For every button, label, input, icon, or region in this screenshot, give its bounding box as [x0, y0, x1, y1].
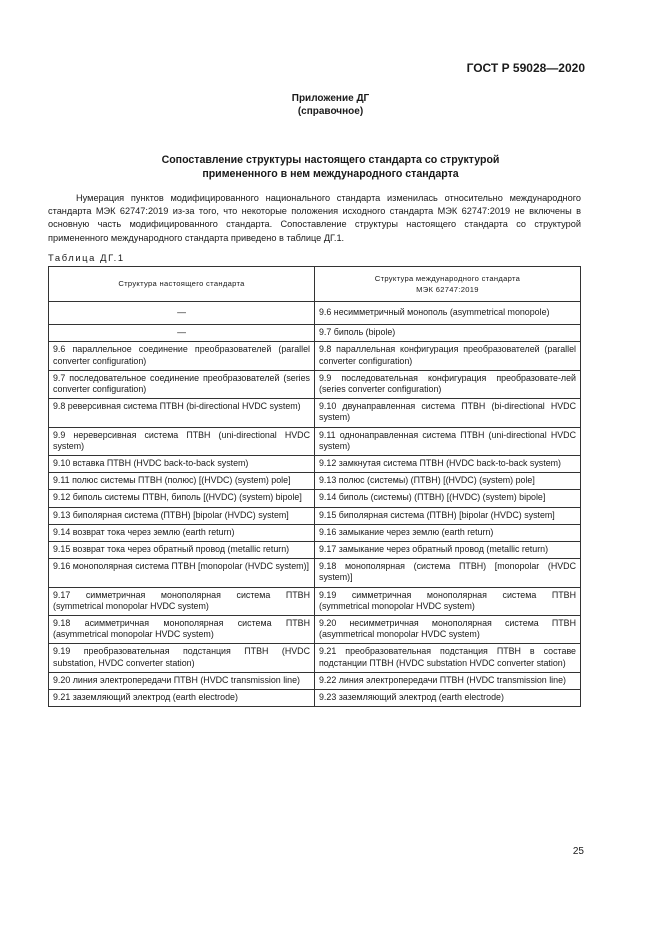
- table-row: [49, 342, 581, 370]
- national-clause-cell: 9.16 монополярная система ПТВН [monopolar (HVDC system)]: [49, 559, 315, 587]
- standard-designation: ГОСТ Р 59028—2020: [466, 61, 585, 75]
- national-clause-cell: 9.8 реверсивная система ПТВН (bi-directional HVDC system): [49, 399, 315, 427]
- table-row: [49, 616, 581, 644]
- international-clause-cell: 9.23 заземляющий электрод (earth electrode): [315, 690, 581, 707]
- table-row: [49, 672, 581, 689]
- comparison-table: [48, 266, 581, 707]
- intro-paragraph: Нумерация пунктов модифицированного национального стандарта изменилась относительно международного стандарта МЭК 62747:2019 из-за того, что некоторые положения исходного стандарта МЭК 62747:2019 не включены в основную часть модифицированного стандарта. Сопоставление структуры настоящего стандарта со структурой примененного международного стандарта приведено в таблице ДГ.1.: [48, 193, 581, 243]
- table-caption: Таблица ДГ.1: [48, 252, 125, 263]
- annex-status: (справочное): [297, 106, 364, 117]
- international-clause-cell: 9.16 замыкание через землю (earth return): [315, 524, 581, 541]
- national-clause-cell: 9.18 асимметричная монополярная система ПТВН (asymmetrical monopolar HVDC system): [49, 616, 315, 644]
- section-title-line-1: Сопоставление структуры настоящего стандарта со структурой: [161, 154, 500, 166]
- national-clause-cell: 9.17 симметричная монополярная система ПТВН (symmetrical monopolar HVDC system): [49, 587, 315, 615]
- page-number: 25: [572, 846, 584, 857]
- table-header-row: [49, 267, 581, 302]
- national-clause-cell: —: [49, 325, 315, 342]
- international-clause-cell: 9.9 последовательная конфигурация преобразовате-лей (series converter configuration): [315, 370, 581, 398]
- table-row: [49, 325, 581, 342]
- table-row: [49, 399, 581, 427]
- international-clause-cell: 9.22 линия электропередачи ПТВН (HVDC transmission line): [315, 672, 581, 689]
- international-clause-cell: 9.12 замкнутая система ПТВН (HVDC back-to-back system): [315, 456, 581, 473]
- header-international-line-2: МЭК 62747:2019: [416, 285, 479, 294]
- international-clause-cell: 9.19 симметричная монополярная система ПТВН (symmetrical monopolar HVDC system): [315, 587, 581, 615]
- table-row: [49, 370, 581, 398]
- annex-title: Приложение ДГ: [291, 93, 370, 104]
- table-row: [49, 473, 581, 490]
- international-clause-cell: 9.13 полюс (системы) (ПТВН) [(HVDC) (system) pole]: [315, 473, 581, 490]
- international-clause-cell: 9.11 однонаправленная система ПТВН (uni-directional HVDC system): [315, 427, 581, 455]
- international-clause-cell: 9.15 биполярная система (ПТВН) [bipolar (HVDC) system]: [315, 507, 581, 524]
- national-clause-cell: 9.21 заземляющий электрод (earth electrode): [49, 690, 315, 707]
- annex-heading: [0, 92, 661, 118]
- national-clause-cell: 9.11 полюс системы ПТВН (полюс) [(HVDC) (system) pole]: [49, 473, 315, 490]
- international-clause-cell: 9.10 двунаправленная система ПТВН (bi-directional HVDC system): [315, 399, 581, 427]
- international-clause-cell: 9.18 монополярная (система ПТВН) [monopolar (HVDC system)]: [315, 559, 581, 587]
- national-clause-cell: 9.10 вставка ПТВН (HVDC back-to-back system): [49, 456, 315, 473]
- national-clause-cell: 9.12 биполь системы ПТВН, биполь [(HVDC) (system) bipole]: [49, 490, 315, 507]
- international-clause-cell: 9.17 замыкание через обратный провод (metallic return): [315, 542, 581, 559]
- table-row: [49, 507, 581, 524]
- national-clause-cell: 9.20 линия электропередачи ПТВН (HVDC transmission line): [49, 672, 315, 689]
- table-row: [49, 427, 581, 455]
- table-row: [49, 302, 581, 325]
- section-title-line-2: примененного в нем международного стандарта: [202, 168, 459, 180]
- header-international-structure: [315, 267, 581, 302]
- national-clause-cell: 9.6 параллельное соединение преобразователей (parallel converter configuration): [49, 342, 315, 370]
- national-clause-cell: 9.15 возврат тока через обратный провод (metallic return): [49, 542, 315, 559]
- international-clause-cell: 9.6 несимметричный монополь (asymmetrical monopole): [315, 302, 581, 325]
- table-row: [49, 644, 581, 672]
- table-row: [49, 524, 581, 541]
- national-clause-cell: 9.13 биполярная система (ПТВН) [bipolar (HVDC) system]: [49, 507, 315, 524]
- header-international-line-1: Структура международного стандарта: [374, 273, 521, 283]
- national-clause-cell: 9.7 последовательное соединение преобразователей (series converter configuration): [49, 370, 315, 398]
- table-row: [49, 542, 581, 559]
- national-clause-cell: 9.9 нереверсивная система ПТВН (uni-directional HVDC system): [49, 427, 315, 455]
- table-row: [49, 587, 581, 615]
- international-clause-cell: 9.8 параллельная конфигурация преобразователей (parallel converter configuration): [315, 342, 581, 370]
- table-row: [49, 490, 581, 507]
- table-row: [49, 559, 581, 587]
- international-clause-cell: 9.14 биполь (системы) (ПТВН) [(HVDC) (system) bipole]: [315, 490, 581, 507]
- national-clause-cell: 9.14 возврат тока через землю (earth return): [49, 524, 315, 541]
- header-national-structure: Структура настоящего стандарта: [49, 267, 315, 302]
- section-title: [0, 153, 661, 181]
- national-clause-cell: —: [49, 302, 315, 325]
- international-clause-cell: 9.20 несимметричная монополярная система ПТВН (asymmetrical monopolar HVDC system): [315, 616, 581, 644]
- national-clause-cell: 9.19 преобразовательная подстанция ПТВН (HVDC substation, HVDC converter station): [49, 644, 315, 672]
- table-row: [49, 690, 581, 707]
- international-clause-cell: 9.7 биполь (bipole): [315, 325, 581, 342]
- table-row: [49, 456, 581, 473]
- international-clause-cell: 9.21 преобразовательная подстанция ПТВН в составе подстанции ПТВН (HVDC substation HVDC converter station): [315, 644, 581, 672]
